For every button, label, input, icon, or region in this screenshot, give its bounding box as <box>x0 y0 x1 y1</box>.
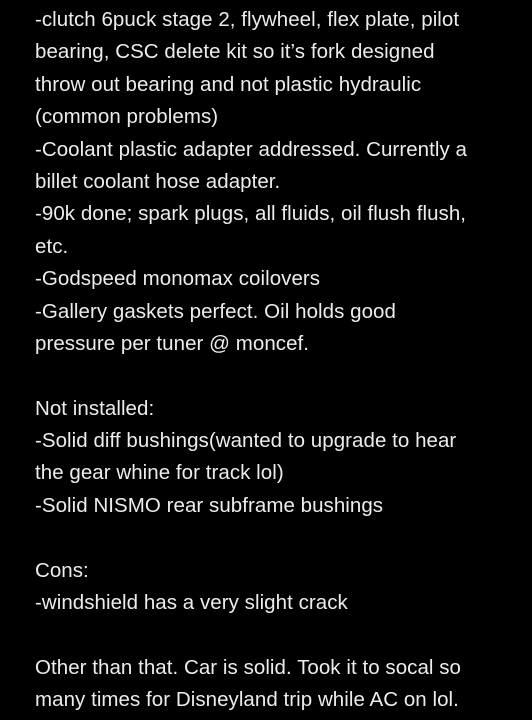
note-line: Other than that. Car is solid. Took it to socal so <box>35 655 461 679</box>
note-blank-line <box>35 360 525 392</box>
note-text-body <box>35 4 525 717</box>
note-section-heading: Not installed: <box>35 396 155 420</box>
note-line: bearing, CSC delete kit so it’s fork designed <box>35 40 435 64</box>
note-line: -windshield has a very slight crack <box>35 591 348 615</box>
note-line: many times for Disneyland trip while AC on lol. <box>35 688 459 712</box>
note-line: -clutch 6puck stage 2, flywheel, flex plate, pilot <box>35 8 460 31</box>
note-line: (common problems) <box>35 105 219 129</box>
note-line: throw out bearing and not plastic hydraulic <box>35 72 422 96</box>
note-blank-line <box>35 522 525 554</box>
note-line: the gear whine for track lol) <box>35 461 284 485</box>
note-line: -Gallery gaskets perfect. Oil holds good <box>35 299 396 323</box>
note-line: billet coolant hose adapter. <box>35 169 281 193</box>
note-line: etc. <box>35 234 69 258</box>
note-section-heading: Cons: <box>35 558 89 582</box>
note-line: pressure per tuner @ moncef. <box>35 331 310 355</box>
note-line: -Coolant plastic adapter addressed. Currently a <box>35 137 467 161</box>
note-blank-line <box>35 619 525 651</box>
note-line: -Solid diff bushings(wanted to upgrade to hear <box>35 429 457 453</box>
note-line: -90k done; spark plugs, all fluids, oil flush flush, <box>35 202 467 226</box>
note-line: -Solid NISMO rear subframe bushings <box>35 493 384 517</box>
note-line: -Godspeed monomax coilovers <box>35 267 321 291</box>
